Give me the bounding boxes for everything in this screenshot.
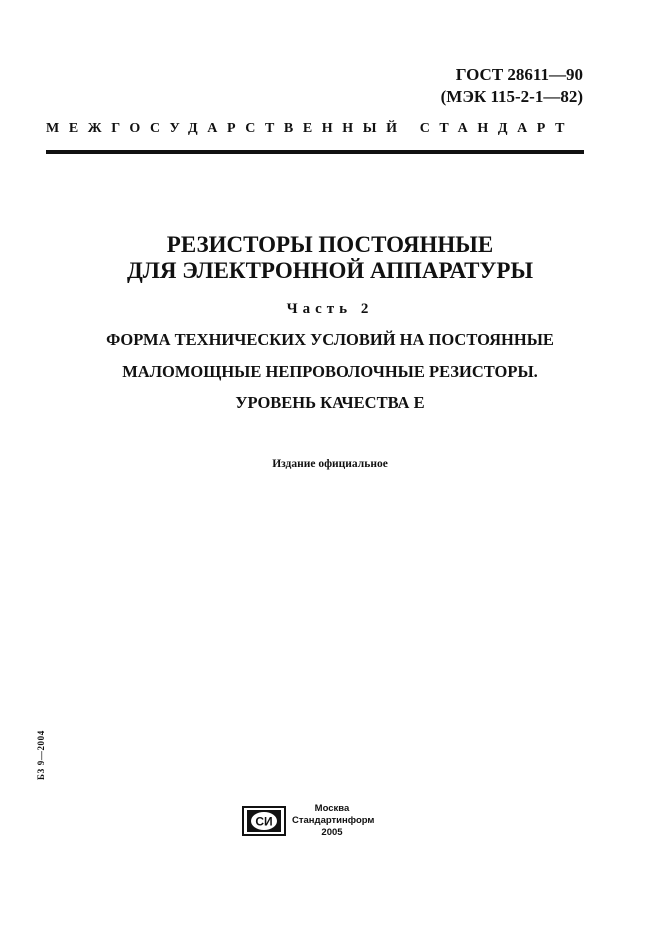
subtitle-line-1: ФОРМА ТЕХНИЧЕСКИХ УСЛОВИЙ НА ПОСТОЯННЫЕ [106,330,554,349]
international-code: (МЭК 115-2-1—82) [440,87,583,106]
publisher-block [292,803,375,839]
header-divider [46,150,584,154]
edition-label: Издание официальное [272,457,388,470]
part-label: Часть 2 [286,301,374,317]
title-line-2: ДЛЯ ЭЛЕКТРОННОЙ АППАРАТУРЫ [126,258,534,283]
publisher-name: Стандартинформ [292,815,375,826]
standard-code: ГОСТ 28611—90 [455,65,583,84]
publisher-city: Москва [314,803,350,814]
subtitle-line-2: МАЛОМОЩНЫЕ НЕПРОВОЛОЧНЫЕ РЕЗИСТОРЫ. [122,361,538,381]
standard-code-block [441,64,583,108]
subtitle-line-3: УРОВЕНЬ КАЧЕСТВА Е [235,393,425,412]
publisher-logo-icon [242,806,286,836]
interstate-standard-banner: МЕЖГОСУДАРСТВЕННЫЙ СТАНДАРТ [46,121,575,136]
title-line-1: РЕЗИСТОРЫ ПОСТОЯННЫЕ [166,232,494,257]
side-code: БЗ 9—2004 [36,730,46,780]
publisher-logo-text: СИ [255,814,273,829]
publisher-year: 2005 [321,827,343,838]
title-block [40,232,620,471]
